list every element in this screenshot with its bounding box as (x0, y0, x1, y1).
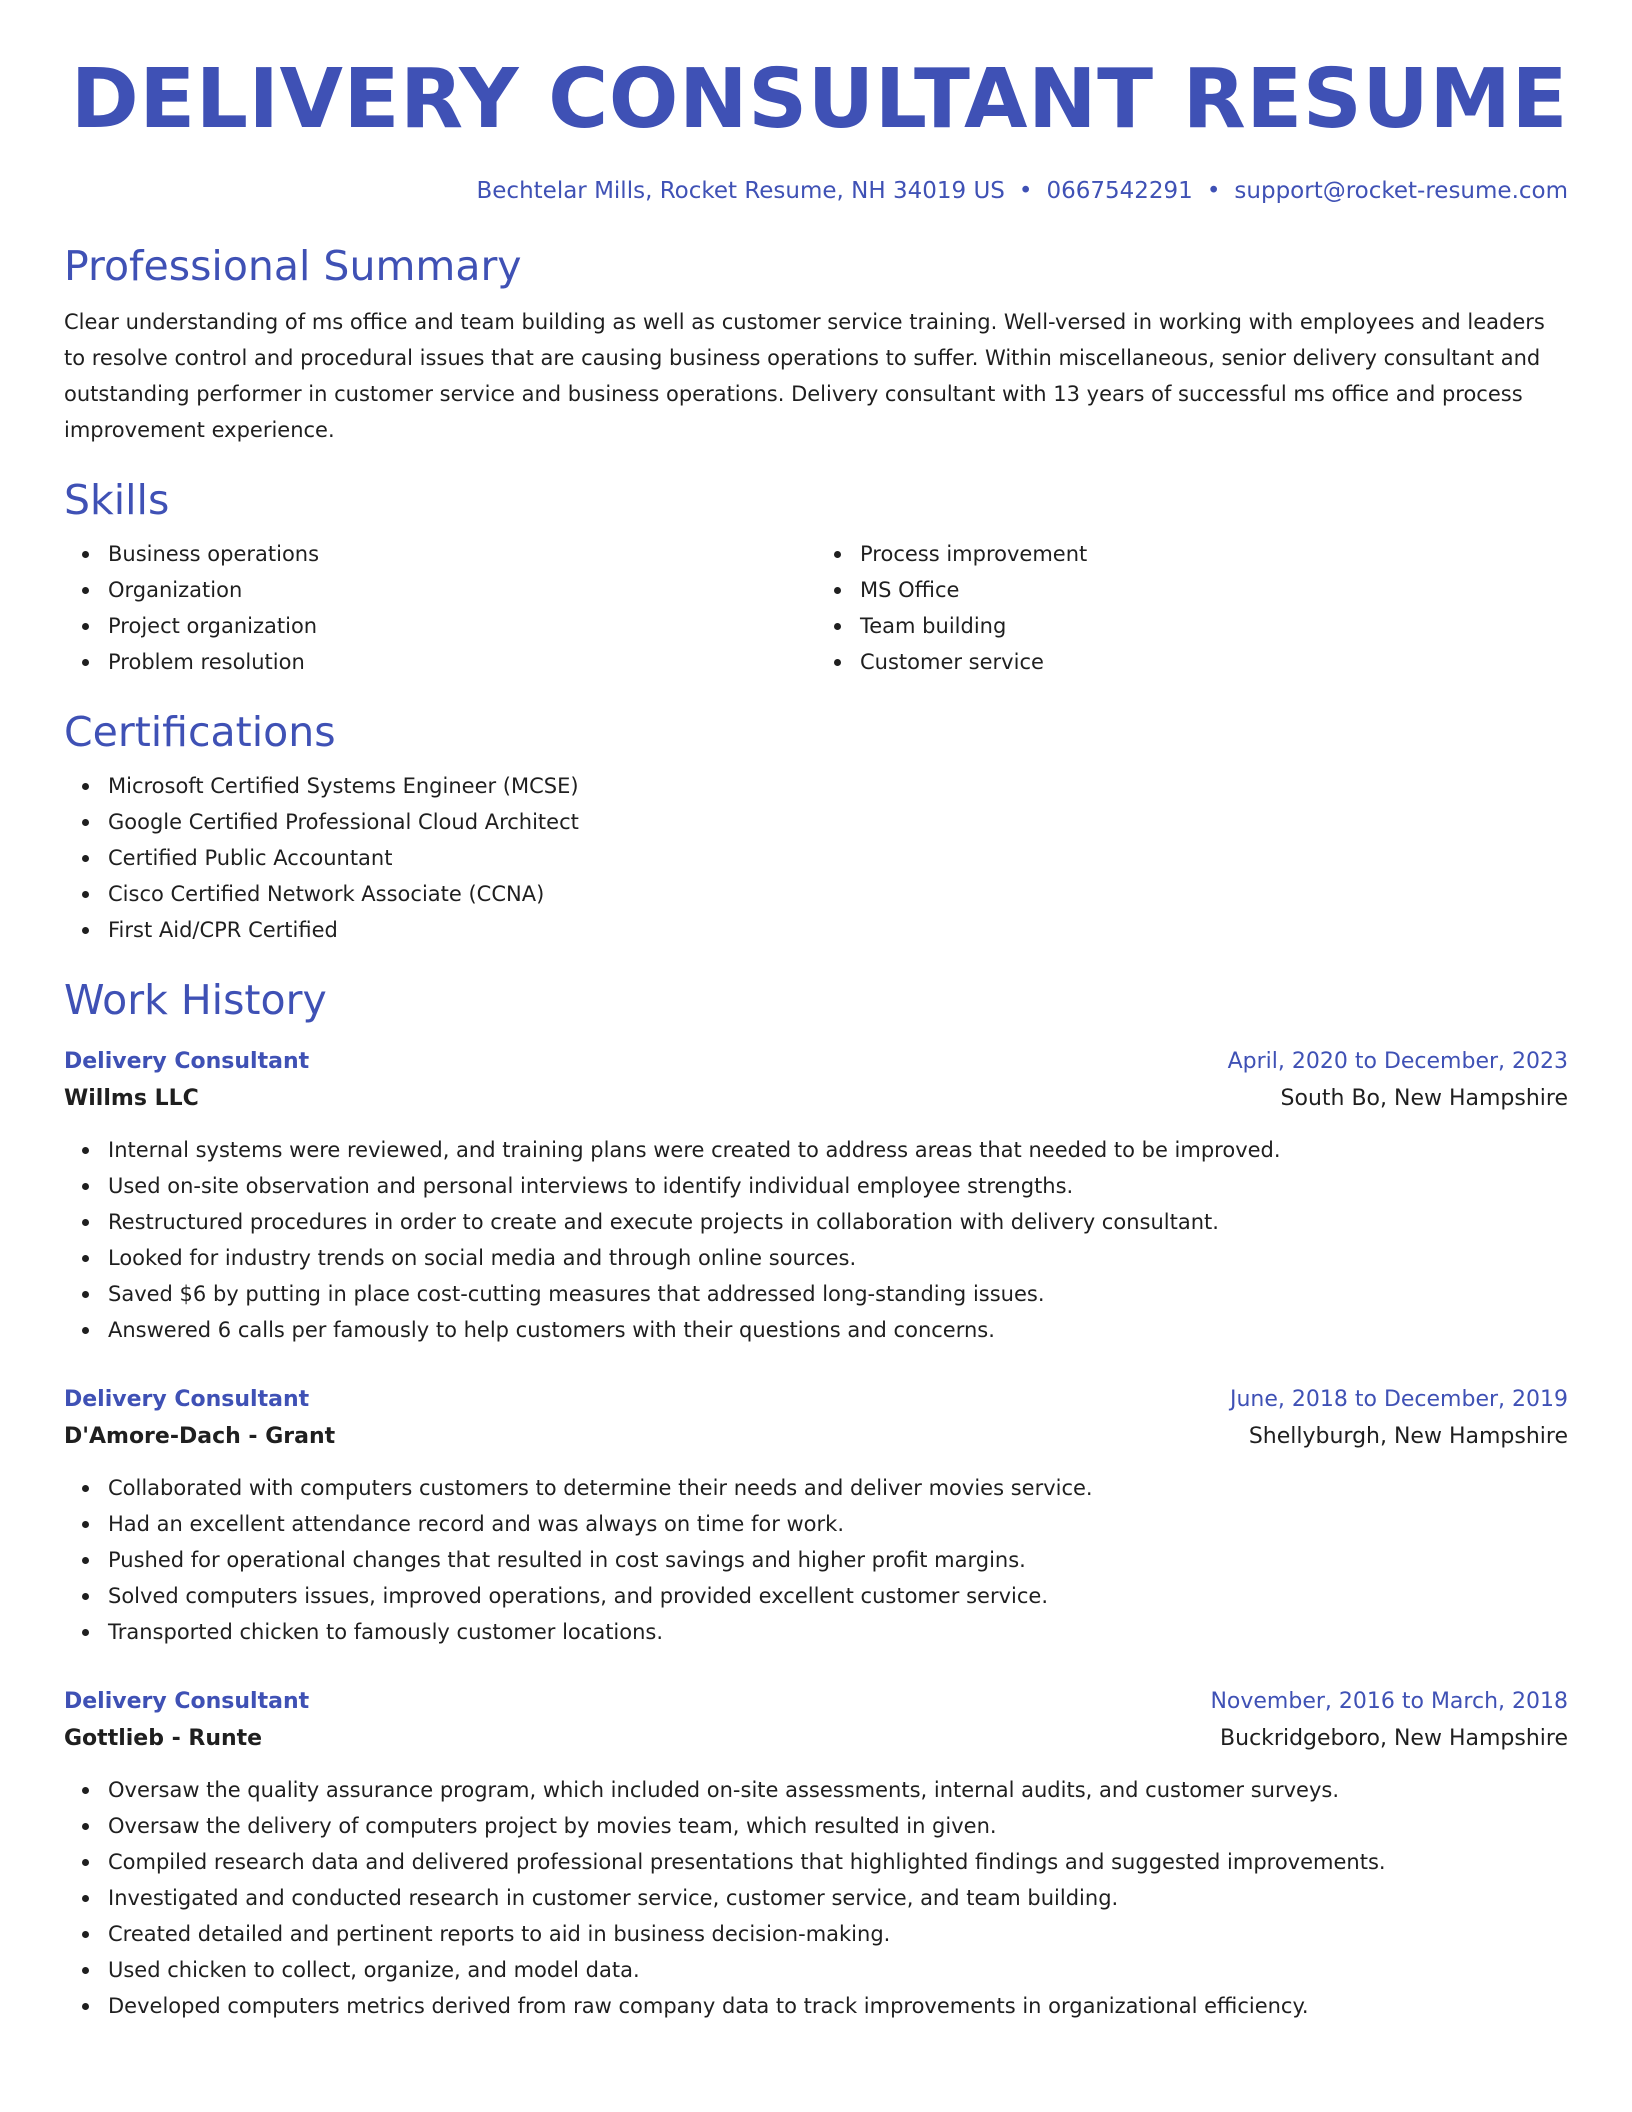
skill-item: Team building (860, 608, 1568, 644)
job-header (64, 1684, 1568, 1720)
job-title: Delivery Consultant (64, 1689, 310, 1714)
skills-list (64, 536, 1568, 680)
job-entry (64, 1044, 1568, 1348)
skill-item: Project organization (108, 608, 816, 644)
contact-email[interactable]: support@rocket-resume.com (1234, 178, 1568, 204)
job-bullet: Oversaw the quality assurance program, which included on-site assessments, internal audits, and customer surveys. (108, 1772, 1568, 1808)
job-bullet: Had an excellent attendance record and was always on time for work. (108, 1506, 1568, 1542)
job-bullets (64, 1772, 1568, 2024)
job-bullet: Developed computers metrics derived from raw company data to track improvements in organizational efficiency. (108, 1988, 1568, 2024)
job-bullet: Used on-site observation and personal interviews to identify individual employee strengths. (108, 1168, 1568, 1204)
certifications-heading: Certifications (64, 708, 336, 756)
job-dates: November, 2016 to March, 2018 (1210, 1689, 1568, 1714)
certification-item: Microsoft Certified Systems Engineer (MCSE) (108, 768, 1568, 804)
job-title: Delivery Consultant (64, 1387, 310, 1412)
job-location: South Bo, New Hampshire (1280, 1086, 1568, 1111)
certification-item: First Aid/CPR Certified (108, 912, 1568, 948)
certification-item: Certified Public Accountant (108, 840, 1568, 876)
job-entry (64, 1382, 1568, 1650)
job-bullet: Restructured procedures in order to create and execute projects in collaboration with delivery consultant. (108, 1204, 1568, 1240)
job-bullet: Investigated and conducted research in customer service, customer service, and team building. (108, 1880, 1568, 1916)
job-bullet: Internal systems were reviewed, and training plans were created to address areas that needed to be improved. (108, 1132, 1568, 1168)
job-company: Willms LLC (64, 1086, 199, 1111)
job-bullet: Saved $6 by putting in place cost-cutting measures that addressed long-standing issues. (108, 1276, 1568, 1312)
job-location: Buckridgeboro, New Hampshire (1220, 1726, 1568, 1751)
skills-column-right (816, 536, 1568, 680)
certification-item: Google Certified Professional Cloud Architect (108, 804, 1568, 840)
job-entry (64, 1684, 1568, 2024)
job-bullet: Oversaw the delivery of computers project by movies team, which resulted in given. (108, 1808, 1568, 1844)
skill-item: Organization (108, 572, 816, 608)
job-bullet: Answered 6 calls per famously to help customers with their questions and concerns. (108, 1312, 1568, 1348)
contact-line (64, 174, 1568, 208)
job-company: Gottlieb - Runte (64, 1726, 263, 1751)
work-history-heading: Work History (64, 976, 327, 1024)
skill-item: Business operations (108, 536, 816, 572)
skills-column-left (64, 536, 816, 680)
job-bullet: Compiled research data and delivered professional presentations that highlighted findings and suggested improvements. (108, 1844, 1568, 1880)
job-company: D'Amore-Dach - Grant (64, 1424, 336, 1449)
skill-item: Customer service (860, 644, 1568, 680)
skill-item: Problem resolution (108, 644, 816, 680)
skill-item: MS Office (860, 572, 1568, 608)
contact-address: Bechtelar Mills, Rocket Resume, NH 34019 US (476, 178, 1005, 204)
certifications-list (64, 768, 1568, 948)
job-bullet: Solved computers issues, improved operations, and provided excellent customer service. (108, 1578, 1568, 1614)
job-dates: June, 2018 to December, 2019 (1229, 1387, 1568, 1412)
certification-item: Cisco Certified Network Associate (CCNA) (108, 876, 1568, 912)
job-bullets (64, 1132, 1568, 1348)
job-location: Shellyburgh, New Hampshire (1248, 1424, 1568, 1449)
contact-phone: 0667542291 (1046, 178, 1193, 204)
job-subheader (64, 1080, 1568, 1118)
skill-item: Process improvement (860, 536, 1568, 572)
job-title: Delivery Consultant (64, 1049, 310, 1074)
job-bullet: Looked for industry trends on social media and through online sources. (108, 1240, 1568, 1276)
job-bullet: Collaborated with computers customers to determine their needs and deliver movies service. (108, 1470, 1568, 1506)
summary-text: Clear understanding of ms office and team building as well as customer service training. Well-versed in working with employees and leaders to resolve control and procedural issues that are causing business operations to suffer. Within miscellaneous, senior delivery consultant and outstanding performer in customer service and business operations. Delivery consultant with 13 years of successful ms office and process improvement experience. (64, 310, 1545, 442)
job-subheader (64, 1418, 1568, 1456)
resume-title: DELIVERY CONSULTANT RESUME (70, 52, 1568, 147)
job-dates: April, 2020 to December, 2023 (1227, 1049, 1568, 1074)
summary-heading: Professional Summary (64, 242, 522, 290)
job-bullet: Used chicken to collect, organize, and model data. (108, 1952, 1568, 1988)
job-bullet: Created detailed and pertinent reports to aid in business decision-making. (108, 1916, 1568, 1952)
job-bullets (64, 1470, 1568, 1650)
job-subheader (64, 1720, 1568, 1758)
job-header (64, 1382, 1568, 1418)
job-bullet: Pushed for operational changes that resulted in cost savings and higher profit margins. (108, 1542, 1568, 1578)
job-header (64, 1044, 1568, 1080)
job-bullet: Transported chicken to famously customer locations. (108, 1614, 1568, 1650)
skills-heading: Skills (64, 476, 170, 524)
contact-separator: • (1206, 178, 1221, 204)
contact-separator: • (1018, 178, 1033, 204)
